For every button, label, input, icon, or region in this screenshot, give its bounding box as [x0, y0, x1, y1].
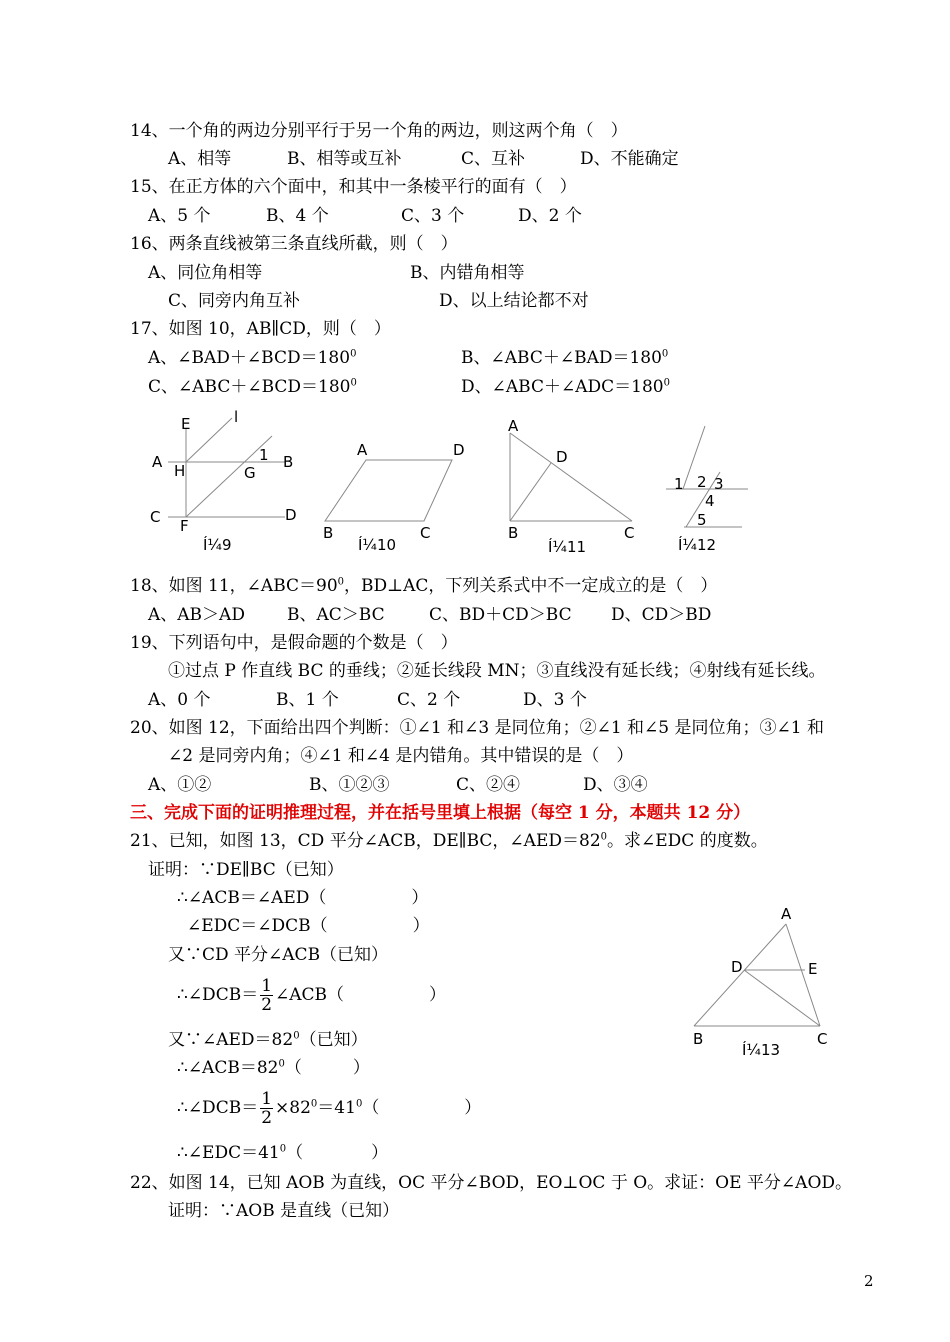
q18-option-b: B、AC＞BC — [287, 605, 385, 625]
fraction-half: $\frac{1}{2}$ — [261, 976, 273, 1015]
q19-stem: 19、下列语句中，是假命题的个数是（ ） — [130, 633, 458, 653]
fig13-label-b: B — [693, 1030, 704, 1048]
q15-stem: 15、在正方体的六个面中，和其中一条棱平行的面有（ ） — [130, 177, 577, 197]
fig10-caption: Í¼10 — [358, 536, 397, 554]
fig9-label-f: F — [180, 517, 189, 535]
q20-line1: 20、如图 12，下面给出四个判断：①∠1 和∠3 是同位角；②∠1 和∠5 是同位角；③∠1 和 — [130, 718, 824, 738]
q14-option-d: D、不能确定 — [580, 149, 679, 169]
q15-option-d: D、2 个 — [518, 206, 582, 226]
q21-stem: 21、已知，如图 13，CD 平分∠ACB，DE∥BC，$\angle AED=82^0$。求∠EDC 的度数。 — [130, 831, 768, 851]
fig11-caption: Í¼11 — [548, 538, 587, 556]
figures-row — [0, 400, 950, 600]
q17-option-d: D、$\angle ABC+\angle ADC=180^0$ — [461, 377, 670, 397]
fig9-label-e: E — [181, 415, 191, 433]
figure-12 — [666, 426, 748, 554]
q21-proof-7: $\therefore\angle ACB=82^0$（ ） — [177, 1058, 370, 1078]
q22-stem: 22、如图 14，已知 AOB 为直线，OC 平分∠BOD，EO⊥OC 于 O。求证：OE 平分∠AOD。 — [130, 1173, 853, 1193]
q20-option-b: B、①②③ — [309, 775, 390, 795]
fig9-label-l: l — [234, 408, 239, 426]
q17-option-b: B、$\angle ABC+\angle BAD=180^0$ — [461, 348, 669, 368]
q21-proof-8: ∴∠DCB＝ $\frac{1}{2}$ $\times 82^0=41^0$（ ） — [177, 1089, 482, 1128]
fig10-label-b: B — [323, 524, 334, 542]
fig12-label-2: 2 — [697, 473, 707, 491]
page-number: 2 — [864, 1272, 874, 1290]
q17-option-a: A、$\angle BAD+\angle BCD=180^0$ — [148, 348, 357, 368]
q20-option-a: A、①② — [148, 775, 212, 795]
q16-option-a: A、同位角相等 — [148, 263, 263, 283]
fig9-label-g: G — [244, 464, 256, 482]
figure-13 — [0, 900, 950, 1080]
q19-option-b: B、1 个 — [276, 690, 339, 710]
q19-body: ①过点 P 作直线 BC 的垂线；②延长线段 MN；③直线没有延长线；④射线有延长线。 — [168, 661, 826, 681]
q21-proof-1: 证明：∵DE∥BC（已知） — [148, 860, 344, 880]
fig13-label-d: D — [731, 958, 743, 976]
figure-9 — [150, 408, 297, 554]
fig9-label-h: H — [174, 462, 186, 480]
fig11-label-d: D — [556, 448, 568, 466]
q18-stem: 18、如图 11，$\angle ABC=90^0$，BD⊥AC，下列关系式中不一定成立的是（ ） — [130, 576, 718, 596]
section3-title: 三、完成下面的证明推理过程，并在括号里填上根据（每空 1 分，本题共 12 分） — [130, 803, 751, 823]
fig11-label-b: B — [508, 524, 519, 542]
fig9-caption: Í¼9 — [203, 536, 232, 554]
fig9-label-b: B — [283, 453, 294, 471]
fig12-label-5: 5 — [697, 511, 707, 529]
q15-option-a: A、5 个 — [148, 206, 211, 226]
fig11-label-c: C — [624, 524, 635, 542]
q21-proof-9: $\therefore\angle EDC=41^0$（ ） — [177, 1143, 389, 1163]
q14-stem: 14、一个角的两边分别平行于另一个角的两边，则这两个角（ ） — [130, 121, 628, 141]
fig13-caption: Í¼13 — [742, 1041, 781, 1059]
q20-option-d: D、③④ — [583, 775, 648, 795]
fig13-label-c: C — [817, 1030, 828, 1048]
q14-option-b: B、相等或互补 — [287, 149, 402, 169]
q21-proof-6: 又$\because\angle AED=82^0$（已知） — [168, 1030, 368, 1050]
q19-option-a: A、0 个 — [148, 690, 211, 710]
q20-option-c: C、②④ — [456, 775, 521, 795]
q21-proof-5: ∴∠DCB＝ $\frac{1}{2}$ ∠ACB（ ） — [177, 976, 447, 1015]
q18-option-c: C、BD＋CD＞BC — [429, 605, 572, 625]
fig13-label-a: A — [781, 905, 792, 923]
q16-option-d: D、以上结论都不对 — [439, 291, 589, 311]
q16-option-c: C、同旁内角互补 — [168, 291, 301, 311]
fig12-caption: Í¼12 — [678, 536, 717, 554]
q17-stem: 17、如图 10，AB∥CD，则（ ） — [130, 319, 391, 339]
figure-10 — [323, 441, 465, 554]
q19-option-d: D、3 个 — [523, 690, 587, 710]
fig9-label-1: 1 — [259, 446, 269, 464]
fraction-half-2: $\frac{1}{2}$ — [261, 1089, 273, 1128]
fig9-label-d: D — [285, 506, 297, 524]
q17-option-c: C、$\angle ABC+\angle BCD=180^0$ — [148, 377, 357, 397]
q16-stem: 16、两条直线被第三条直线所截，则（ ） — [130, 234, 458, 254]
q16-option-b: B、内错角相等 — [410, 263, 525, 283]
q21-proof-4: 又∵CD 平分∠ACB（已知） — [168, 945, 389, 965]
q21-proof-2: ∴∠ACB＝∠AED（ ） — [177, 888, 429, 908]
figure-11 — [508, 417, 634, 556]
fig11-label-a: A — [508, 417, 519, 435]
q18-option-a: A、AB＞AD — [148, 605, 245, 625]
fig9-label-c: C — [150, 508, 161, 526]
q14-option-c: C、互补 — [461, 149, 526, 169]
fig12-label-4: 4 — [705, 492, 715, 510]
q19-option-c: C、2 个 — [397, 690, 461, 710]
fig12-label-3: 3 — [714, 475, 724, 493]
fig13-label-e: E — [808, 960, 818, 978]
q15-option-b: B、4 个 — [266, 206, 329, 226]
q18-option-d: D、CD＞BD — [611, 605, 712, 625]
fig9-label-a: A — [152, 453, 163, 471]
q14-option-a: A、相等 — [168, 149, 232, 169]
fig12-label-1: 1 — [674, 475, 684, 493]
q21-proof-3: ∠EDC＝∠DCB（ ） — [187, 916, 430, 936]
q22-proof-1: 证明：∵AOB 是直线（已知） — [168, 1201, 400, 1221]
q15-option-c: C、3 个 — [401, 206, 465, 226]
fig10-label-d: D — [453, 441, 465, 459]
fig10-label-c: C — [420, 524, 431, 542]
fig10-label-a: A — [357, 441, 368, 459]
q20-line2: ∠2 是同旁内角；④∠1 和∠4 是内错角。其中错误的是（ ） — [168, 746, 634, 766]
